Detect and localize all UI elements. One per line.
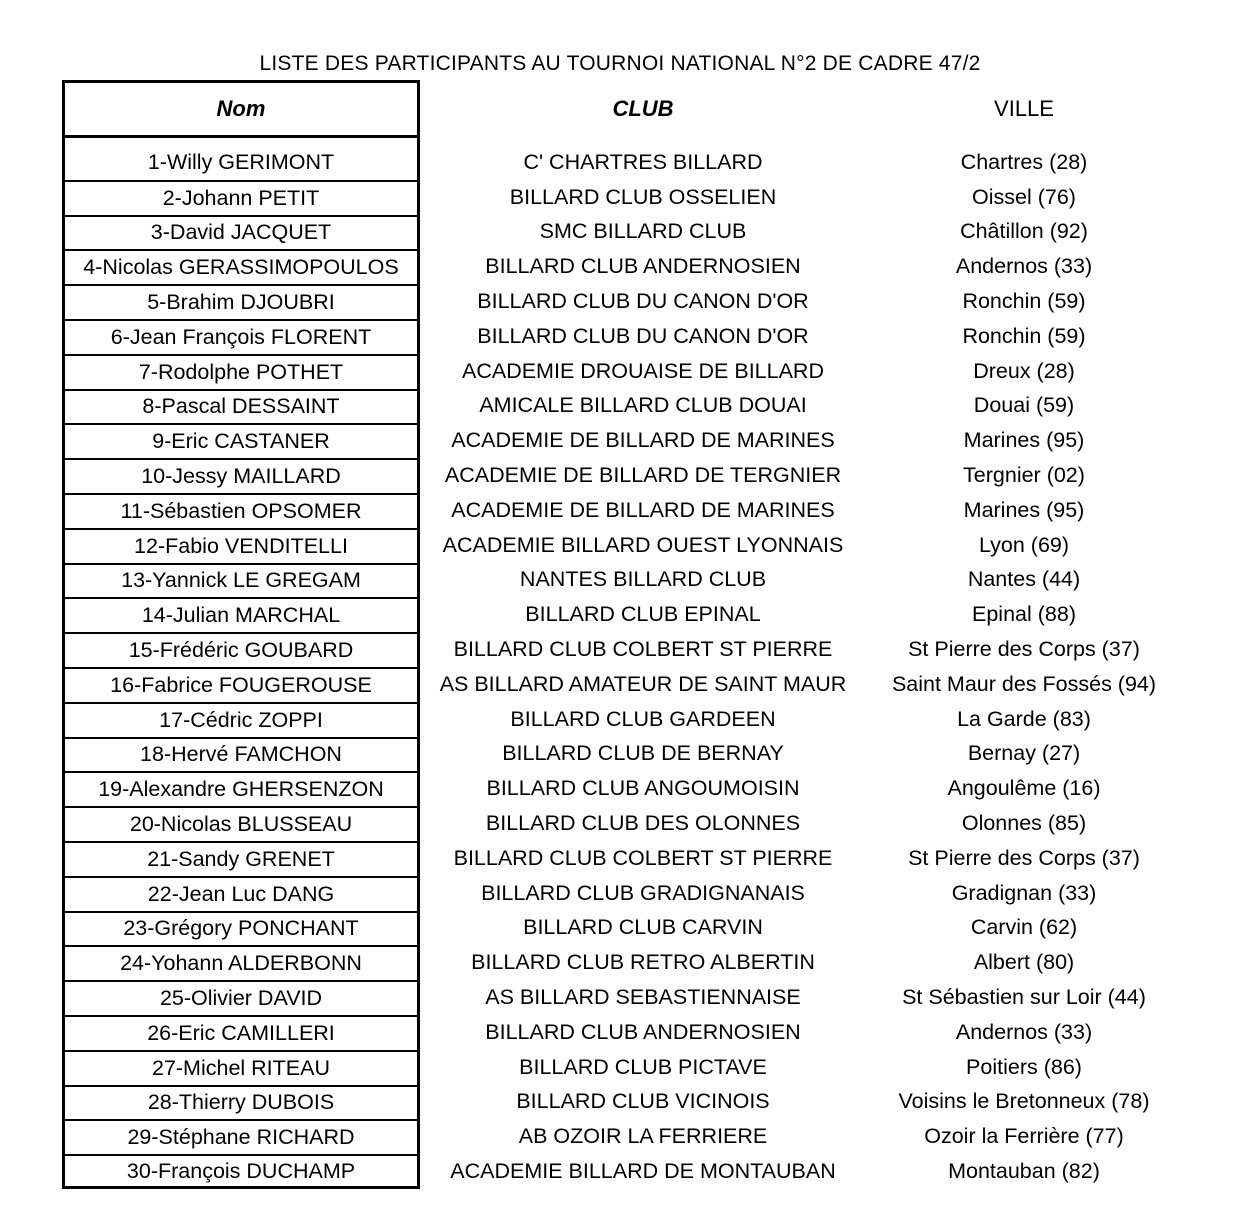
participant-name: 6-Jean François FLORENT (62, 319, 420, 354)
participant-club: AS BILLARD AMATEUR DE SAINT MAUR (439, 671, 847, 696)
participant-name: 21-Sandy GRENET (62, 841, 420, 876)
participant-name: 3-David JACQUET (62, 215, 420, 250)
participant-name: 7-Rodolphe POTHET (62, 354, 420, 389)
participant-club: ACADEMIE BILLARD DE MONTAUBAN (450, 1159, 836, 1183)
participant-name: 26-Eric CAMILLERI (62, 1015, 420, 1050)
participant-club: BILLARD CLUB ANDERNOSIEN (485, 254, 801, 279)
participant-club: ACADEMIE DE BILLARD DE TERGNIER (444, 463, 842, 488)
participant-name: 17-Cédric ZOPPI (62, 702, 420, 737)
participant-club: BILLARD CLUB EPINAL (525, 602, 761, 627)
participant-club: SMC BILLARD CLUB (539, 219, 747, 244)
participant-city: La Garde (83) (957, 706, 1091, 731)
participant-city: Saint Maur des Fossés (94) (891, 671, 1157, 696)
participant-city: Dreux (28) (973, 358, 1075, 383)
participant-club: C' CHARTRES BILLARD (523, 149, 763, 174)
table-row (62, 180, 1182, 215)
participant-name: 15-Frédéric GOUBARD (62, 632, 420, 667)
participant-city: Marines (95) (963, 428, 1085, 453)
participant-club: ACADEMIE BILLARD OUEST LYONNAIS (442, 532, 844, 557)
participant-name: 23-Grégory PONCHANT (62, 911, 420, 946)
participant-club: BILLARD CLUB CARVIN (523, 915, 763, 940)
participant-name: 1-Willy GERIMONT (62, 145, 420, 180)
participant-city: Gradignan (33) (951, 880, 1097, 905)
participant-city: Olonnes (85) (961, 811, 1087, 836)
header-club: CLUB (612, 96, 674, 121)
table-header-row (62, 80, 1182, 138)
participant-city: Ronchin (59) (962, 289, 1086, 314)
participant-club: BILLARD CLUB COLBERT ST PIERRE (453, 637, 833, 662)
table-row (62, 284, 1182, 319)
participant-city: Montauban (82) (948, 1159, 1100, 1183)
participant-name: 22-Jean Luc DANG (62, 876, 420, 911)
table-row (62, 354, 1182, 389)
participant-city: Châtillon (92) (960, 219, 1088, 244)
table-row (62, 632, 1182, 667)
participant-club: BILLARD CLUB GRADIGNANAIS (481, 880, 805, 905)
table-row (62, 319, 1182, 354)
table-row (62, 771, 1182, 806)
participant-club: BILLARD CLUB DE BERNAY (502, 741, 784, 766)
participant-club: BILLARD CLUB RETRO ALBERTIN (471, 950, 815, 975)
table-row (62, 528, 1182, 563)
participant-city: Oissel (76) (972, 184, 1076, 209)
participant-club: BILLARD CLUB DU CANON D'OR (477, 323, 809, 348)
participant-club: BILLARD CLUB PICTAVE (519, 1054, 767, 1079)
participant-name: 4-Nicolas GERASSIMOPOULOS (62, 249, 420, 284)
participant-club: BILLARD CLUB ANGOUMOISIN (486, 776, 800, 801)
participant-city: Voisins le Bretonneux (78) (898, 1089, 1150, 1114)
participant-club: BILLARD CLUB OSSELIEN (509, 184, 777, 209)
participant-name: 20-Nicolas BLUSSEAU (62, 806, 420, 841)
participant-name: 14-Julian MARCHAL (62, 597, 420, 632)
participant-club: BILLARD CLUB GARDEEN (510, 706, 776, 731)
table-row (62, 911, 1182, 946)
participant-club: BILLARD CLUB COLBERT ST PIERRE (453, 845, 833, 870)
participant-name: 25-Olivier DAVID (62, 980, 420, 1015)
page-title: LISTE DES PARTICIPANTS AU TOURNOI NATIONAL N°2 DE CADRE 47/2 (259, 52, 981, 75)
table-row (62, 667, 1182, 702)
table-row (62, 493, 1182, 528)
table-row (62, 806, 1182, 841)
participant-city: Carvin (62) (970, 915, 1078, 940)
participant-city: Chartres (28) (960, 149, 1088, 174)
table-row (62, 1015, 1182, 1050)
table-row (62, 597, 1182, 632)
table-row (62, 841, 1182, 876)
table-row (62, 737, 1182, 772)
participant-city: Andernos (33) (955, 254, 1093, 279)
participant-city: Marines (95) (963, 497, 1085, 522)
participant-name: 13-Yannick LE GREGAM (62, 563, 420, 598)
table-row (62, 215, 1182, 250)
participant-city: St Pierre des Corps (37) (908, 637, 1140, 662)
participant-name: 11-Sébastien OPSOMER (62, 493, 420, 528)
participant-city: St Sébastien sur Loir (44) (902, 985, 1146, 1010)
table-row (62, 945, 1182, 980)
participant-city: Epinal (88) (972, 602, 1076, 627)
participant-club: NANTES BILLARD CLUB (519, 567, 767, 592)
participant-club: BILLARD CLUB DES OLONNES (485, 811, 801, 836)
participant-name: 18-Hervé FAMCHON (62, 737, 420, 772)
participant-club: AS BILLARD SEBASTIENNAISE (485, 985, 801, 1010)
participant-city: Angoulême (16) (947, 776, 1101, 801)
participant-city: St Pierre des Corps (37) (908, 845, 1140, 870)
table-row (62, 980, 1182, 1015)
table-row (62, 1154, 1182, 1189)
table-row (62, 1119, 1182, 1154)
header-gap (62, 138, 420, 145)
participant-name: 10-Jessy MAILLARD (62, 458, 420, 493)
participant-club: ACADEMIE DROUAISE DE BILLARD (461, 358, 824, 383)
table-row (62, 702, 1182, 737)
participant-city: Douai (59) (973, 393, 1075, 418)
table-row (62, 1085, 1182, 1120)
table-row (62, 423, 1182, 458)
table-row (62, 389, 1182, 424)
participant-city: Ronchin (59) (962, 323, 1086, 348)
header-name: Nom (62, 80, 420, 138)
table-row (62, 563, 1182, 598)
header-city: VILLE (994, 96, 1054, 121)
participant-city: Lyon (69) (978, 532, 1070, 557)
participants-table (62, 80, 1182, 1189)
table-row (62, 1050, 1182, 1085)
participant-city: Tergnier (02) (963, 463, 1085, 488)
participant-name: 16-Fabrice FOUGEROUSE (62, 667, 420, 702)
participant-club: ACADEMIE DE BILLARD DE MARINES (451, 497, 835, 522)
participant-name: 9-Eric CASTANER (62, 423, 420, 458)
table-row (62, 249, 1182, 284)
participant-name: 12-Fabio VENDITELLI (62, 528, 420, 563)
table-row (62, 145, 1182, 180)
participant-city: Poitiers (86) (966, 1054, 1082, 1079)
participant-name: 27-Michel RITEAU (62, 1050, 420, 1085)
participant-name: 29-Stéphane RICHARD (62, 1119, 420, 1154)
participant-city: Nantes (44) (967, 567, 1081, 592)
table-row (62, 458, 1182, 493)
participant-city: Ozoir la Ferrière (77) (924, 1124, 1124, 1149)
participant-city: Albert (80) (973, 950, 1075, 975)
participant-name: 30-François DUCHAMP (62, 1154, 420, 1189)
table-body (62, 145, 1182, 1189)
participant-name: 28-Thierry DUBOIS (62, 1085, 420, 1120)
participant-club: ACADEMIE DE BILLARD DE MARINES (451, 428, 835, 453)
participant-city: Andernos (33) (955, 1019, 1093, 1044)
participant-name: 8-Pascal DESSAINT (62, 389, 420, 424)
participant-club: BILLARD CLUB VICINOIS (516, 1089, 770, 1114)
participant-city: Bernay (27) (967, 741, 1081, 766)
table-row (62, 876, 1182, 911)
participant-club: BILLARD CLUB DU CANON D'OR (477, 289, 809, 314)
participant-name: 5-Brahim DJOUBRI (62, 284, 420, 319)
participant-club: AB OZOIR LA FERRIERE (518, 1124, 768, 1149)
participant-name: 19-Alexandre GHERSENZON (62, 771, 420, 806)
participant-name: 24-Yohann ALDERBONN (62, 945, 420, 980)
participant-club: AMICALE BILLARD CLUB DOUAI (479, 393, 807, 418)
participant-club: BILLARD CLUB ANDERNOSIEN (485, 1019, 801, 1044)
participant-name: 2-Johann PETIT (62, 180, 420, 215)
